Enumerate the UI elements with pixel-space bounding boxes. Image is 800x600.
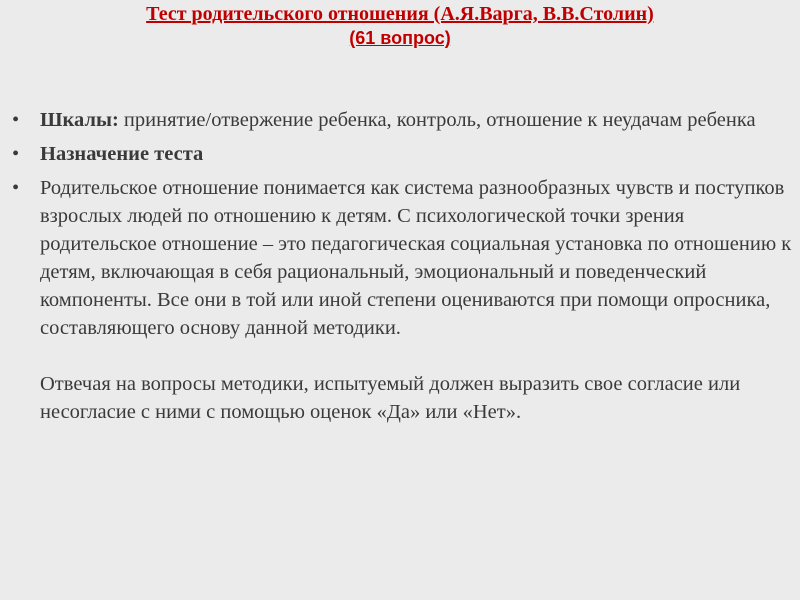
description-paragraph-1: Родительское отношение понимается как система разнообразных чувств и поступков взрослых людей по отношению к детям. С психологической точки зрения родительское отношение – это педагогическая социальная установка по отношению к детям, включающая в себя рациональный, эмоциональный и поведенческий компоненты. Все они в той или иной степени оцениваются при помощи опросника, составляющего основу данной методики. xyxy=(40,177,792,339)
bullet-text xyxy=(40,106,795,134)
slide-title xyxy=(0,2,800,50)
bullet-body: принятие/отвержение ребенка, контроль, отношение к неудачам ребенка xyxy=(118,109,756,131)
slide-content xyxy=(10,106,795,426)
bullet-text xyxy=(40,174,795,426)
bullet-marker: • xyxy=(12,143,20,165)
bullet-label: Назначение теста xyxy=(40,143,204,165)
title-line-1: Тест родительского отношения (А.Я.Варга, В.В.Столин) xyxy=(146,3,654,25)
bullet-marker: • xyxy=(12,177,20,199)
bullet-text xyxy=(40,140,795,168)
bullet-label: Шкалы: xyxy=(40,109,119,131)
description-paragraph-2: Отвечая на вопросы методики, испытуемый должен выразить свое согласие или несогласие с ними с помощью оценок «Да» или «Нет». xyxy=(40,373,741,423)
bullet-item-scales xyxy=(10,106,795,134)
bullet-marker: • xyxy=(12,109,20,131)
bullet-item-purpose xyxy=(10,140,795,168)
bullet-item-description xyxy=(10,174,795,426)
title-line-2: (61 вопрос) xyxy=(349,28,451,48)
